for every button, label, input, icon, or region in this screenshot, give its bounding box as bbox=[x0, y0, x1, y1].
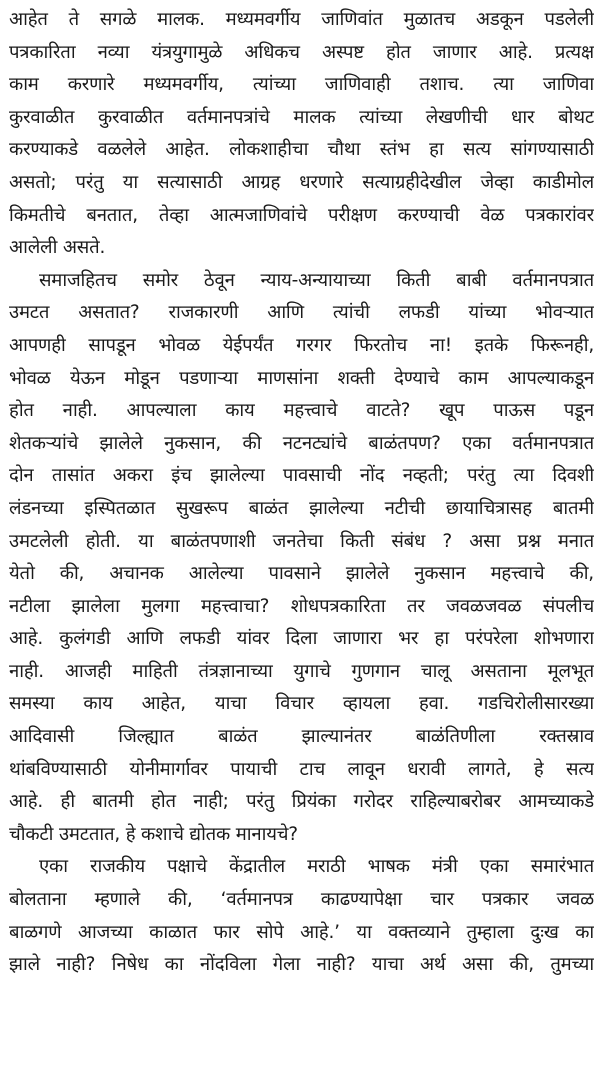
text-line: कुरवाळीत कुरवाळीत वर्तमानपत्रांचे मालक त्यांच्या लेखणीची धार बोथट bbox=[9, 106, 594, 128]
text-line: भोवळ येऊन मोडून पडणाऱ्या माणसांना शक्ती देण्याचे काम आपल्याकडून bbox=[9, 367, 594, 389]
text-line: समस्या काय आहेत, याचा विचार व्हायला हवा. गडचिरोलीसारख्या bbox=[9, 693, 594, 715]
text-line: आलेली असते. bbox=[9, 237, 106, 259]
text-line: आपणही सापडून भोवळ येईपर्यंत गरगर फिरतोच ना! इतके फिरूनही, bbox=[9, 334, 594, 356]
text-line: झाले नाही? निषेध का नोंदविला गेला नाही? याचा अर्थ असा की, तुमच्या bbox=[9, 954, 594, 976]
text-line: बोलताना म्हणाले की, ‘वर्तमानपत्र काढण्यापेक्षा चार पत्रकार जवळ bbox=[9, 889, 594, 911]
text-line: काम करणारे मध्यमवर्गीय, त्यांच्या जाणिवाही तशाच. त्या जाणिवा bbox=[9, 74, 594, 96]
text-line: लंडनच्या इस्पितळात सुखरूप बाळंत झालेल्या नटीची छायाचित्रासह बातमी bbox=[9, 497, 594, 519]
text-line: आहे. कुलंगडी आणि लफडी यांवर दिला जाणारा भर हा परंपरेला शोभणारा bbox=[9, 628, 594, 650]
text-line: बाळगणे आजच्या काळात फार सोपे आहे.’ या वक्तव्याने तुम्हाला दुःख का bbox=[9, 921, 594, 943]
text-line: नटीला झालेला मुलगा महत्त्वाचा? शोधपत्रकारिता तर जवळजवळ संपलीच bbox=[9, 595, 594, 617]
text-line: होत नाही. आपल्याला काय महत्त्वाचे वाटते? खूप पाऊस पडून bbox=[9, 400, 594, 422]
paragraph-3 bbox=[9, 851, 594, 981]
text-line: नाही. आजही माहिती तंत्रज्ञानाच्या युगाचे गुणगान चालू असताना मूलभूत bbox=[9, 660, 594, 682]
text-line: करण्याकडे वळलेले आहेत. लोकशाहीचा चौथा स्तंभ हा सत्य सांगण्यासाठी bbox=[9, 139, 594, 161]
text-line: दोन तासांत अकरा इंच झालेल्या पावसाची नोंद नव्हती; परंतु त्या दिवशी bbox=[9, 465, 594, 487]
text-line: समाजहितच समोर ठेवून न्याय-अन्यायाच्या किती बाबी वर्तमानपत्रात bbox=[39, 269, 594, 291]
text-line: चौकटी उमटतात, हे कशाचे द्योतक मानायचे? bbox=[9, 823, 298, 845]
paragraph-2 bbox=[9, 265, 594, 852]
text-line: आहे. ही बातमी होत नाही; परंतु प्रियंका गरोदर राहिल्याबरोबर आमच्याकडे bbox=[9, 791, 594, 813]
text-line: पत्रकारिता नव्या यंत्रयुगामुळे अधिकच अस्पष्ट होत जाणार आहे. प्रत्यक्ष bbox=[9, 41, 594, 63]
text-line: आहेत ते सगळे मालक. मध्यमवर्गीय जाणिवांत मुळातच अडकून पडलेली bbox=[9, 9, 594, 30]
text-line: एका राजकीय पक्षाचे केंद्रातील मराठी भाषक मंत्री एका समारंभात bbox=[39, 856, 594, 878]
text-line: किमतीचे बनतात, तेव्हा आत्मजाणिवांचे परीक्षण करण्याची वेळ पत्रकारांवर bbox=[9, 204, 594, 226]
paragraph-1 bbox=[9, 4, 594, 265]
text-line: उमटलेली होती. या बाळंतपणाशी जनतेचा किती संबंध ? असा प्रश्न मनात bbox=[9, 530, 594, 552]
text-line: उमटत असतात? राजकारणी आणि त्यांची लफडी यांच्या भोवऱ्यात bbox=[9, 302, 594, 324]
text-line: थांबविण्यासाठी योनीमार्गावर पायाची टाच लावून धरावी लागते, हे सत्य bbox=[9, 758, 594, 780]
text-line: असतो; परंतु या सत्यासाठी आग्रह धरणारे सत्याग्रहीदेखील जेव्हा काडीमोल bbox=[9, 171, 594, 193]
text-line: आदिवासी जिल्ह्यात बाळंत झाल्यानंतर बाळंतिणीला रक्तस्राव bbox=[9, 726, 594, 748]
text-line: येतो की, अचानक आलेल्या पावसाने झालेले नुकसान महत्त्वाचे की, bbox=[9, 563, 594, 585]
text-line: शेतकऱ्यांचे झालेले नुकसान, की नटनट्यांचे बाळंतपण? एका वर्तमानपत्रात bbox=[9, 432, 594, 454]
